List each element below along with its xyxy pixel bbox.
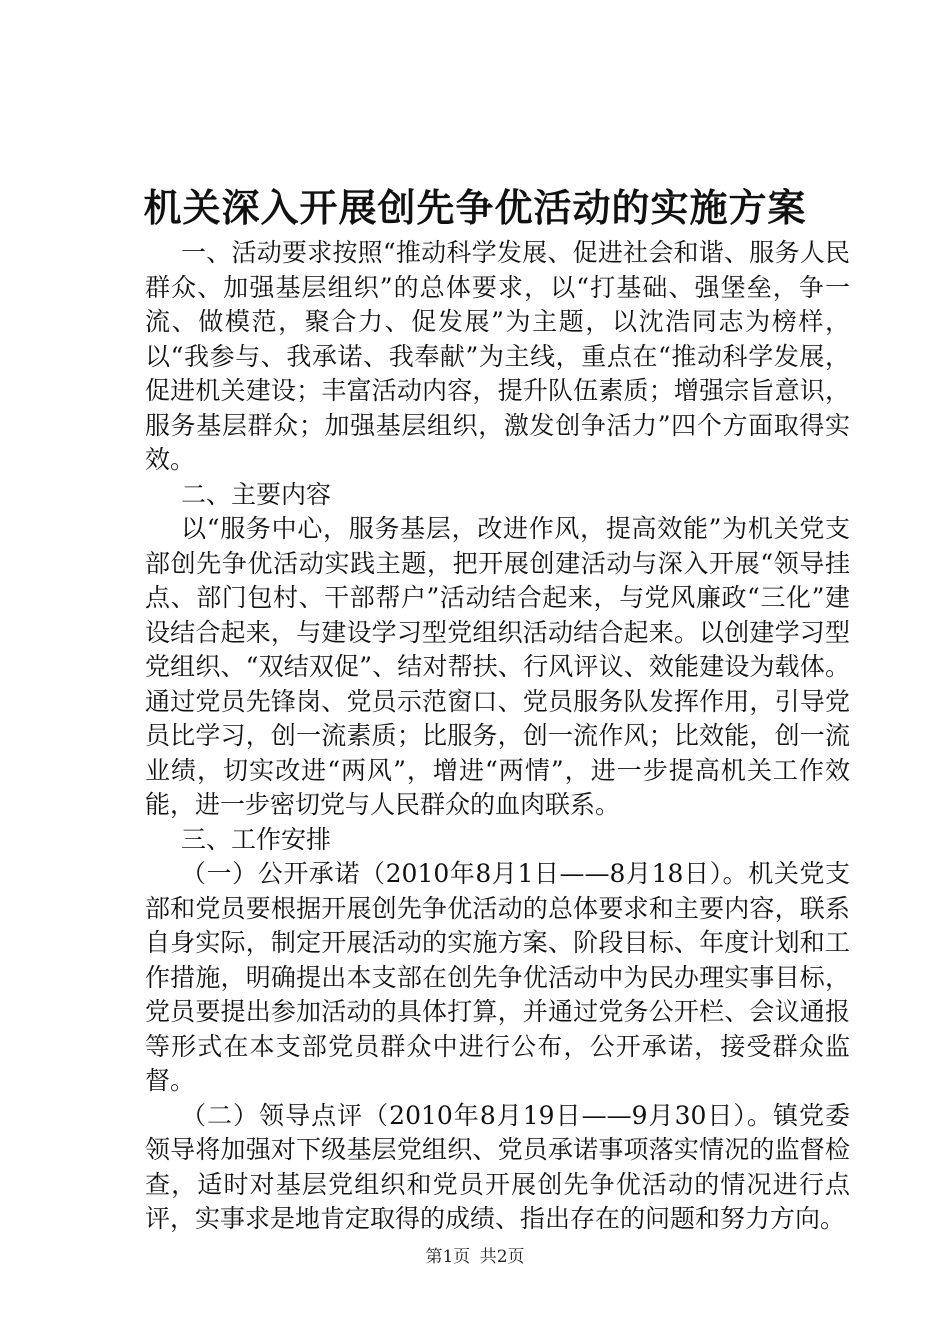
document-title: 机关深入开展创先争优活动的实施方案 — [143, 185, 807, 230]
paragraph-activity-requirements: 一、活动要求按照“推动科学发展、促进社会和谐、服务人民群众、加强基层组织”的总体要求，以“打基础、强堡垒，争一流、做模范，聚合力、促发展”为主题，以沈浩同志为榜样，以“我参与、我承诺、我奉献”为主线，重点在“推动科学发展，促进机关建设；丰富活动内容，提升队伍素质；增强宗旨意识，服务基层群众；加强基层组织，激发创争活力”四个方面取得实效。 — [145, 238, 850, 474]
section-heading-main-content: 二、主要内容 — [181, 479, 332, 509]
paragraph-public-commitment: （一）公开承诺（2010年8月1日——8月18日）。机关党支部和党员要根据开展创先争优活动的总体要求和主要内容，联系自身实际，制定开展活动的实施方案、阶段目标、年度计划和工作措施，明确提出本支部在创先争优活动中为民办理实事目标，党员要提出参加活动的具体打算，并通过党务公开栏、会议通报等形式在本支部党员群众中进行公布，公开承诺，接受群众监督。 — [145, 859, 850, 1095]
document-body — [145, 236, 850, 1237]
paragraph-main-content: 以“服务中心，服务基层，改进作风，提高效能”为机关党支部创先争优活动实践主题，把开展创建活动与深入开展“领导挂点、部门包村、干部帮户”活动结合起来，与党风廉政“三化”建设结合起来，与建设学习型党组织活动结合起来。以创建学习型党组织、“双结双促”、结对帮扶、行风评议、效能建设为载体。通过党员先锋岗、党员示范窗口、党员服务队发挥作用，引导党员比学习，创一流素质；比服务，创一流作风；比效能，创一流业绩，切实改进“两风”，增进“两情”，进一步提高机关工作效能，进一步密切党与人民群众的血肉联系。 — [145, 514, 850, 819]
section-heading-work-arrangement: 三、工作安排 — [181, 824, 332, 854]
page-number: 第1页 — [425, 1247, 471, 1267]
page-total: 共2页 — [479, 1247, 525, 1267]
page-footer — [0, 1245, 950, 1269]
paragraph-leader-review: （二）领导点评（2010年8月19日——9月30日）。镇党委领导将加强对下级基层党组织、党员承诺事项落实情况的监督检查，适时对基层党组织和党员开展创先争优活动的情况进行点评，实事求是地肯定取得的成绩、指出存在的问题和努力方向。 — [145, 1100, 850, 1233]
